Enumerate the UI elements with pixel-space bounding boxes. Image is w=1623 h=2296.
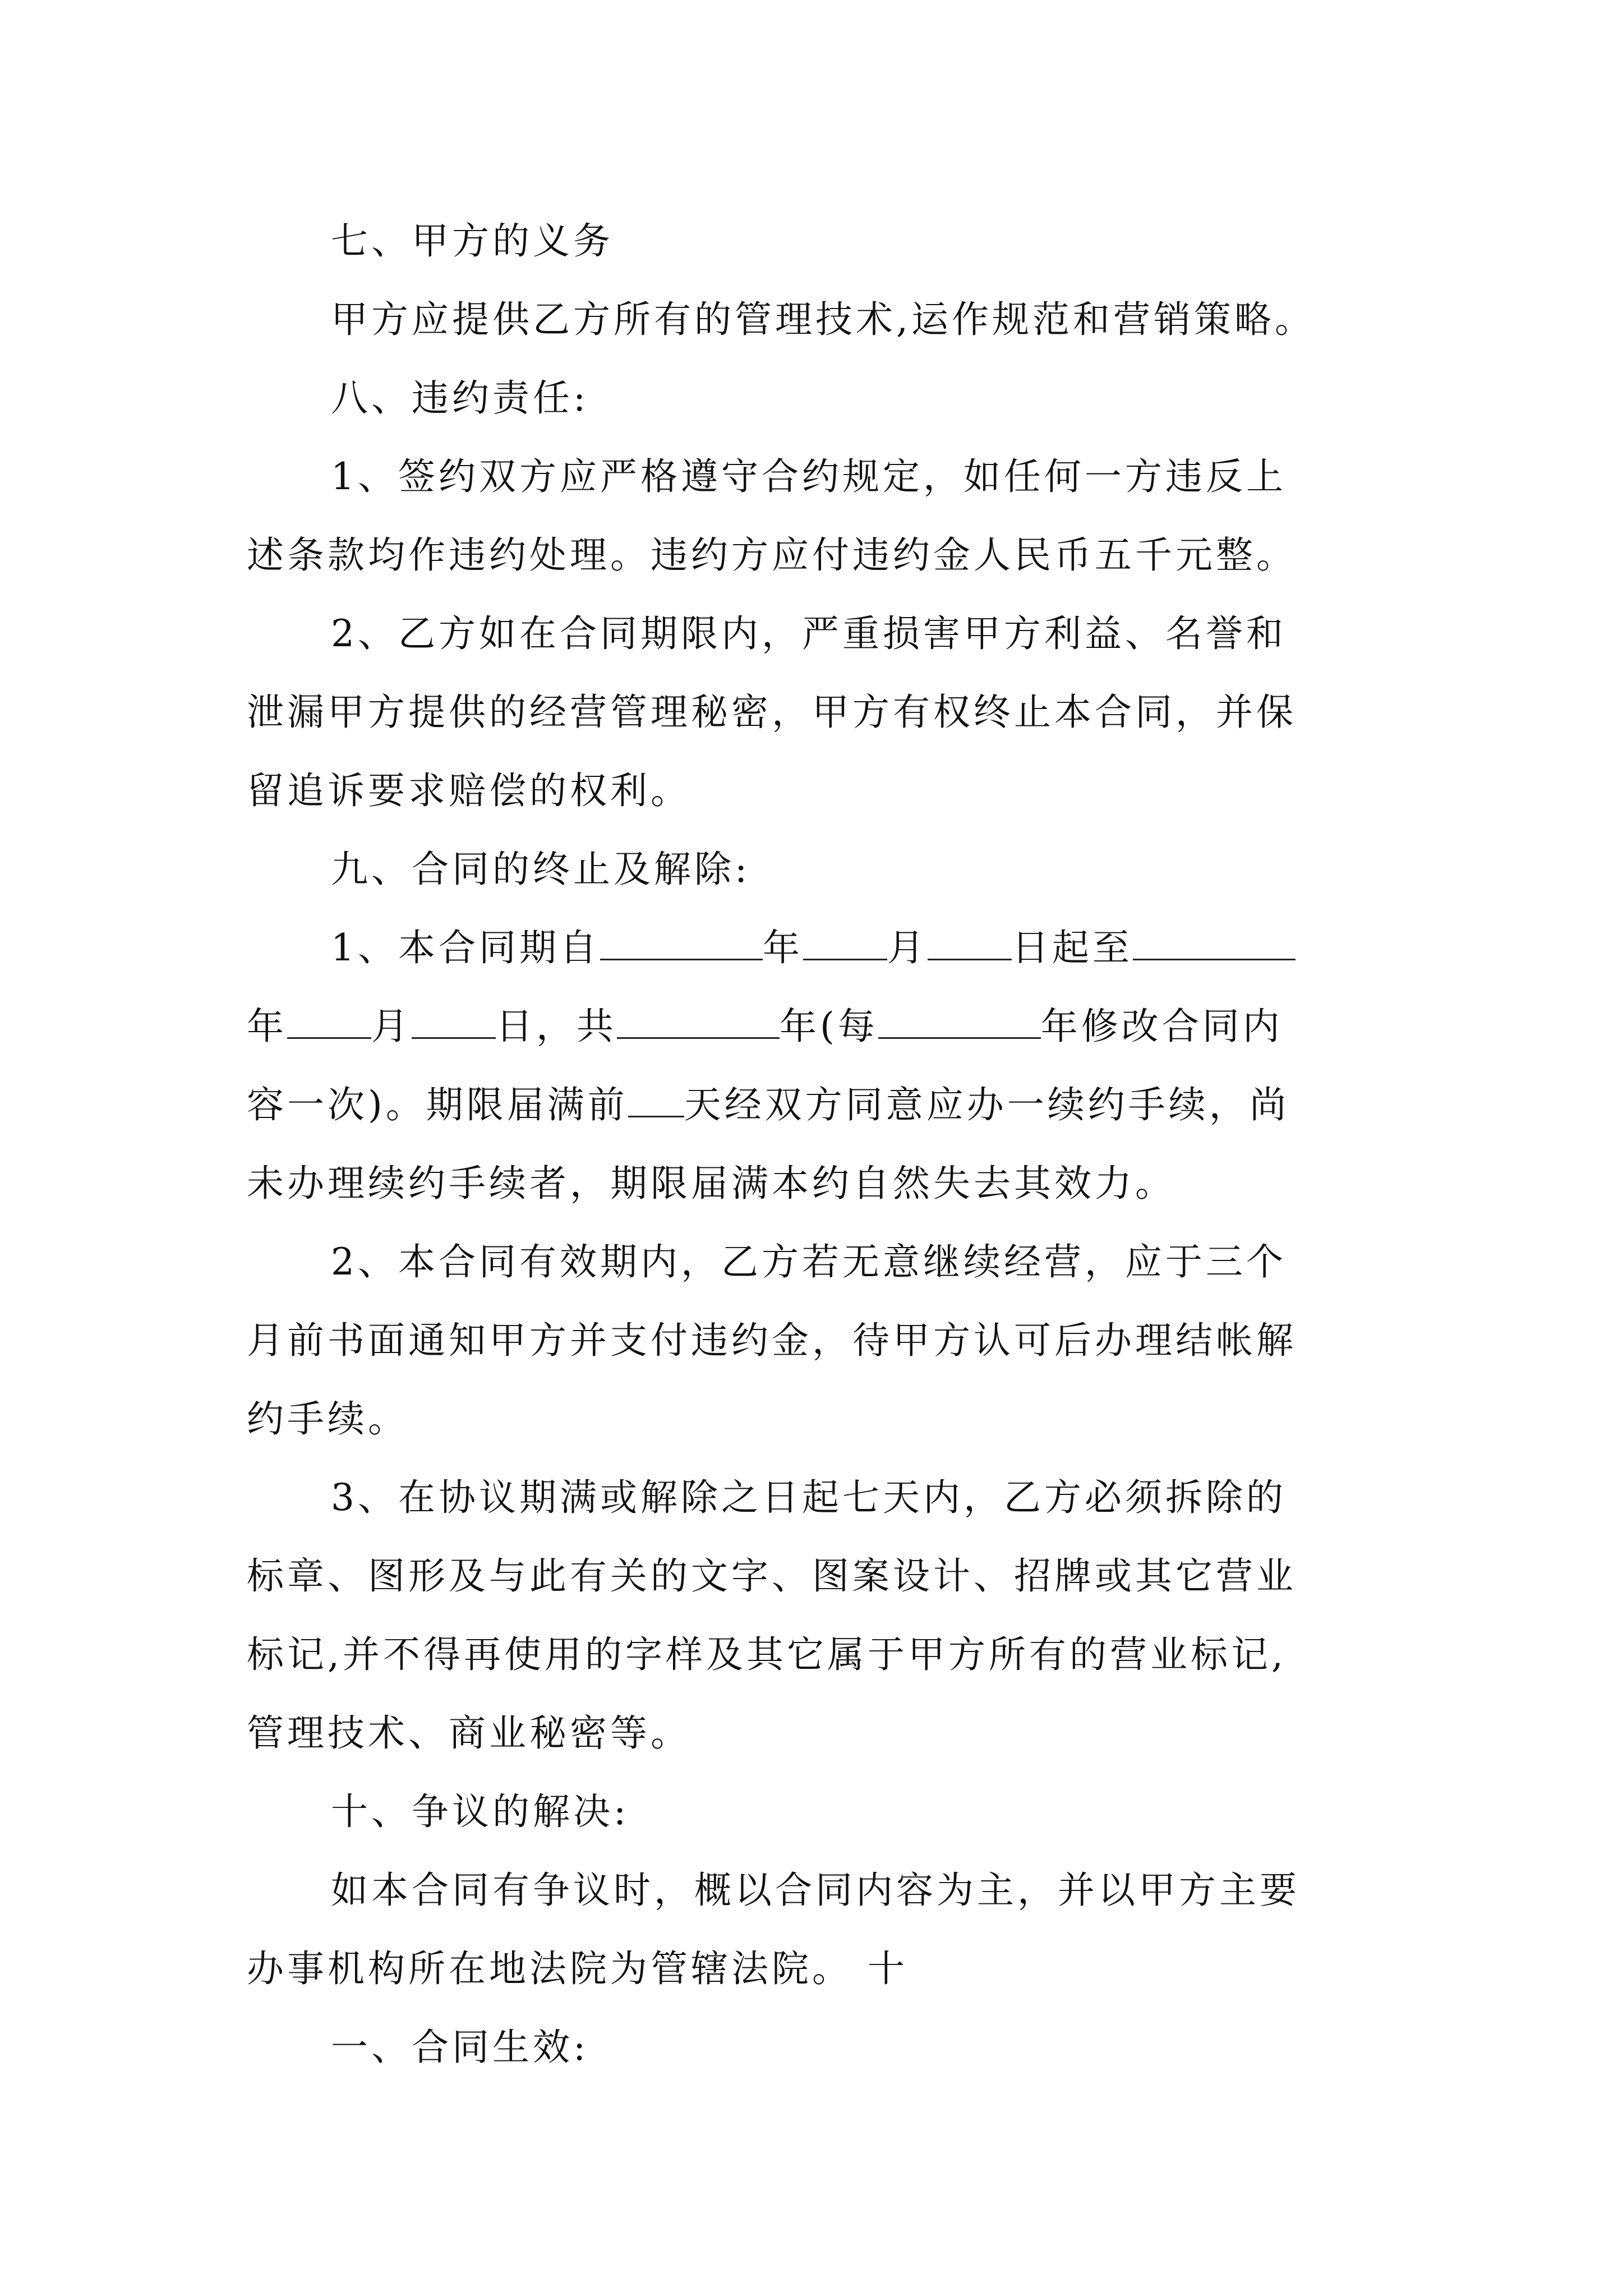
section-8-item-2-line-3: 留追诉要求赔偿的权利。 (247, 769, 691, 812)
blank-field (803, 925, 887, 960)
section-10-line-2: 办事机构所在地法院为管辖法院。 十 (247, 1947, 908, 1990)
blank-field (287, 1004, 371, 1039)
text-segment: 月 (371, 1005, 412, 1048)
section-8-item-1-line-1: 1、签约双方应严格遵守合约规定，如任何一方违反上 (331, 455, 1287, 498)
section-9-item-2-line-2: 月前书面通知甲方并支付违约金，待甲方认可后办理结帐解 (247, 1319, 1297, 1362)
section-8-heading: 八、违约责任: (331, 376, 589, 420)
section-9-item-1-line-2 (247, 987, 1453, 1066)
section-9-item-2-line-1: 2、本合同有效期内，乙方若无意继续经营，应于三个 (331, 1240, 1287, 1283)
section-9-heading: 九、合同的终止及解除: (331, 848, 751, 891)
text-segment: 年 (247, 1005, 287, 1048)
text-segment: 年 (763, 926, 803, 969)
document-body (247, 202, 1453, 2087)
section-9-item-1-line-4: 未办理续约手续者，期限届满本约自然失去其效力。 (247, 1162, 1175, 1205)
text-segment: 年修改合同内 (1040, 1005, 1283, 1048)
section-9-item-2-line-3: 约手续。 (247, 1397, 408, 1441)
section-11-heading: 一、合同生效: (331, 2026, 589, 2069)
section-9-item-3-line-4: 管理技术、商业秘密等。 (247, 1711, 691, 1755)
blank-field (1133, 925, 1295, 960)
section-9-item-3-line-1: 3、在协议期满或解除之日起七天内，乙方必须拆除的 (331, 1476, 1287, 1519)
section-8-item-2-line-1: 2、乙方如在合同期限内，严重损害甲方利益、名誉和 (331, 612, 1287, 655)
section-8-item-1-line-2: 述条款均作违约处理。违约方应付违约金人民币五千元整。 (247, 533, 1297, 577)
text-segment: 容一次)。期限届满前 (247, 1083, 628, 1126)
blank-field (928, 925, 1012, 960)
section-9-item-1-line-3 (247, 1066, 1453, 1144)
section-7-heading: 七、甲方的义务 (331, 219, 614, 263)
text-segment: 月 (887, 926, 928, 969)
text-segment: 日起至 (1012, 926, 1133, 969)
section-7-paragraph: 甲方应提供乙方所有的管理技术,运作规范和营销策略。 (331, 298, 1315, 341)
blank-field (600, 925, 763, 960)
blank-field (412, 1004, 496, 1039)
blank-field (878, 1004, 1041, 1039)
blank-field (628, 1082, 684, 1117)
text-segment: 天经双方同意应办一续约手续，尚 (684, 1083, 1290, 1126)
section-9-item-3-line-2: 标章、图形及与此有关的文字、图案设计、招牌或其它营业 (247, 1554, 1297, 1598)
section-8-item-2-line-2: 泄漏甲方提供的经营管理秘密，甲方有权终止本合同，并保 (247, 691, 1297, 734)
section-10-heading: 十、争议的解决: (331, 1790, 630, 1833)
section-9-item-3-line-3: 标记,并不得再使用的字样及其它属于甲方所有的营业标记, (247, 1633, 1287, 1676)
text-segment: 年(每 (780, 1005, 878, 1048)
text-segment: 1、本合同期自 (331, 926, 600, 969)
text-segment: 日，共 (496, 1005, 617, 1048)
blank-field (617, 1004, 780, 1039)
section-10-line-1: 如本合同有争议时，概以合同内容为主，并以甲方主要 (331, 1869, 1300, 1912)
section-9-item-1-line-1 (247, 909, 1453, 987)
